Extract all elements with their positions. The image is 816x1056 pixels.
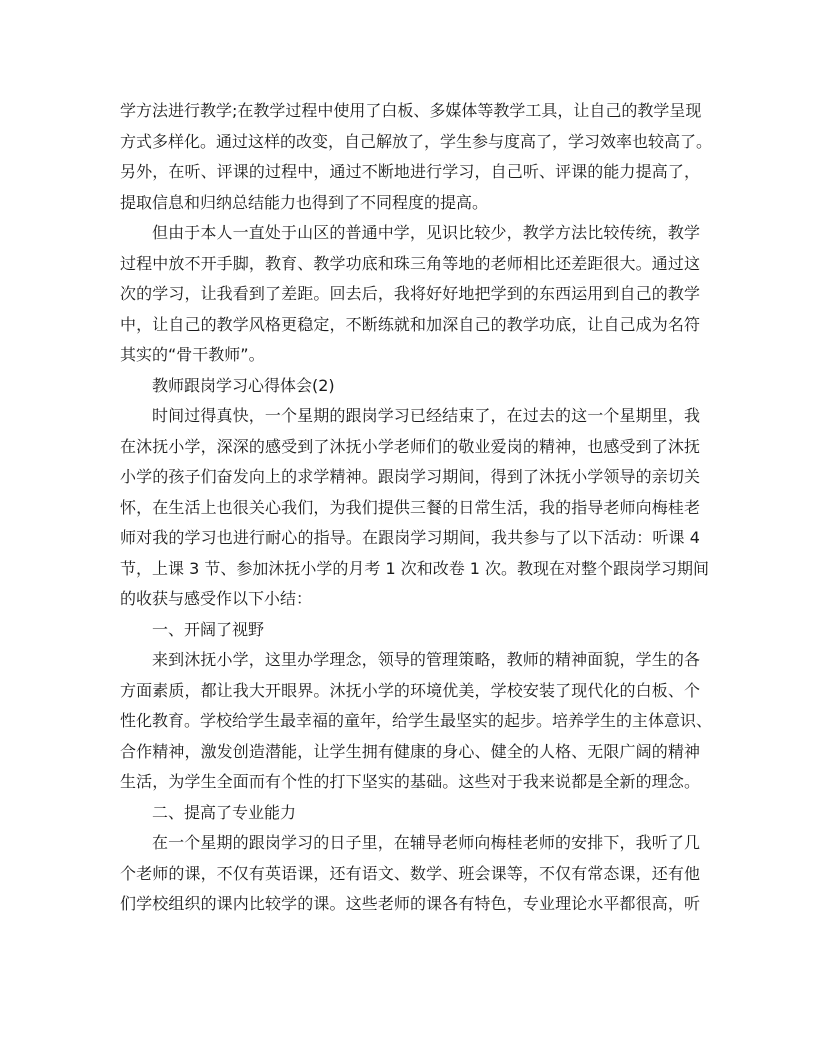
text-line: 们学校组织的课内比较学的课。这些老师的课各有特色，专业理论水平都很高，听 bbox=[120, 894, 700, 913]
text-line: 其实的“骨干教师”。 bbox=[120, 345, 265, 364]
text-line: 中，让自己的教学风格更稳定，不断练就和加深自己的教学功底，让自己成为名符 bbox=[120, 314, 700, 334]
text-line: 方式多样化。通过这样的改变，自己解放了，学生参与度高了，学习效率也较高了。 bbox=[120, 131, 713, 151]
text-line: 一、开阔了视野 bbox=[152, 619, 265, 639]
text-line: 另外，在听、评课的过程中，通过不断地进行学习，自己听、评课的能力提高了， bbox=[120, 162, 700, 181]
text-line: 在沐抚小学，深深的感受到了沐抚小学老师们的敬业爱岗的精神，也感受到了沐抚 bbox=[120, 436, 700, 456]
text-line: 二、提高了专业能力 bbox=[152, 802, 297, 822]
text-line: 时间过得真快，一个星期的跟岗学习已经结束了，在过去的这一个星期里，我 bbox=[152, 406, 700, 425]
text-line: 师对我的学习也进行耐心的指导。在跟岗学习期间，我共参与了以下活动：听课 4 bbox=[120, 528, 700, 547]
text-line: 过程中放不开手脚，教育、教学功底和珠三角等地的老师相比还差距很大。通过这 bbox=[120, 253, 700, 273]
text-line: 提取信息和归纳总结能力也得到了不同程度的提高。 bbox=[120, 192, 489, 212]
text-line: 个老师的课，不仅有英语课，还有语文、数学、班会课等，不仅有常态课，还有他 bbox=[120, 863, 700, 883]
text-line: 节，上课 3 节、参加沐抚小学的月考 1 次和改卷 1 次。教现在对整个跟岗学习期间 bbox=[120, 558, 710, 578]
text-line: 次的学习，让我看到了差距。回去后，我将好好地把学到的东西运用到自己的教学 bbox=[120, 284, 700, 303]
text-line: 小学的孩子们奋发向上的求学精神。跟岗学习期间，得到了沐抚小学领导的亲切关 bbox=[120, 467, 700, 486]
text-line: 来到沐抚小学，这里办学理念，领导的管理策略，教师的精神面貌，学生的各 bbox=[152, 650, 700, 669]
document-page bbox=[120, 96, 713, 920]
text-line: 怀，在生活上也很关心我们，为我们提供三餐的日常生活，我的指导老师向梅桂老 bbox=[120, 497, 700, 517]
text-line: 合作精神，激发创造潜能，让学生拥有健康的身心、健全的人格、无限广阔的精神 bbox=[120, 741, 700, 761]
text-line: 生活，为学生全面而有个性的打下坚实的基础。这些对于我来说都是全新的理念。 bbox=[120, 772, 700, 791]
text-line: 教师跟岗学习心得体会(2) bbox=[152, 375, 335, 395]
text-line: 性化教育。学校给学生最幸福的童年，给学生最坚实的起步。培养学生的主体意识、 bbox=[120, 711, 713, 730]
text-line: 学方法进行教学;在教学过程中使用了白板、多媒体等教学工具，让自己的教学呈现 bbox=[120, 101, 702, 120]
text-line: 但由于本人一直处于山区的普通中学，见识比较少，教学方法比较传统，教学 bbox=[152, 223, 700, 242]
text-line: 的收获与感受作以下小结： bbox=[120, 589, 313, 608]
text-line: 在一个星期的跟岗学习的日子里，在辅导老师向梅桂老师的安排下，我听了几 bbox=[152, 833, 700, 852]
text-line: 方面素质，都让我大开眼界。沐抚小学的环境优美，学校安装了现代化的白板、个 bbox=[120, 680, 700, 700]
